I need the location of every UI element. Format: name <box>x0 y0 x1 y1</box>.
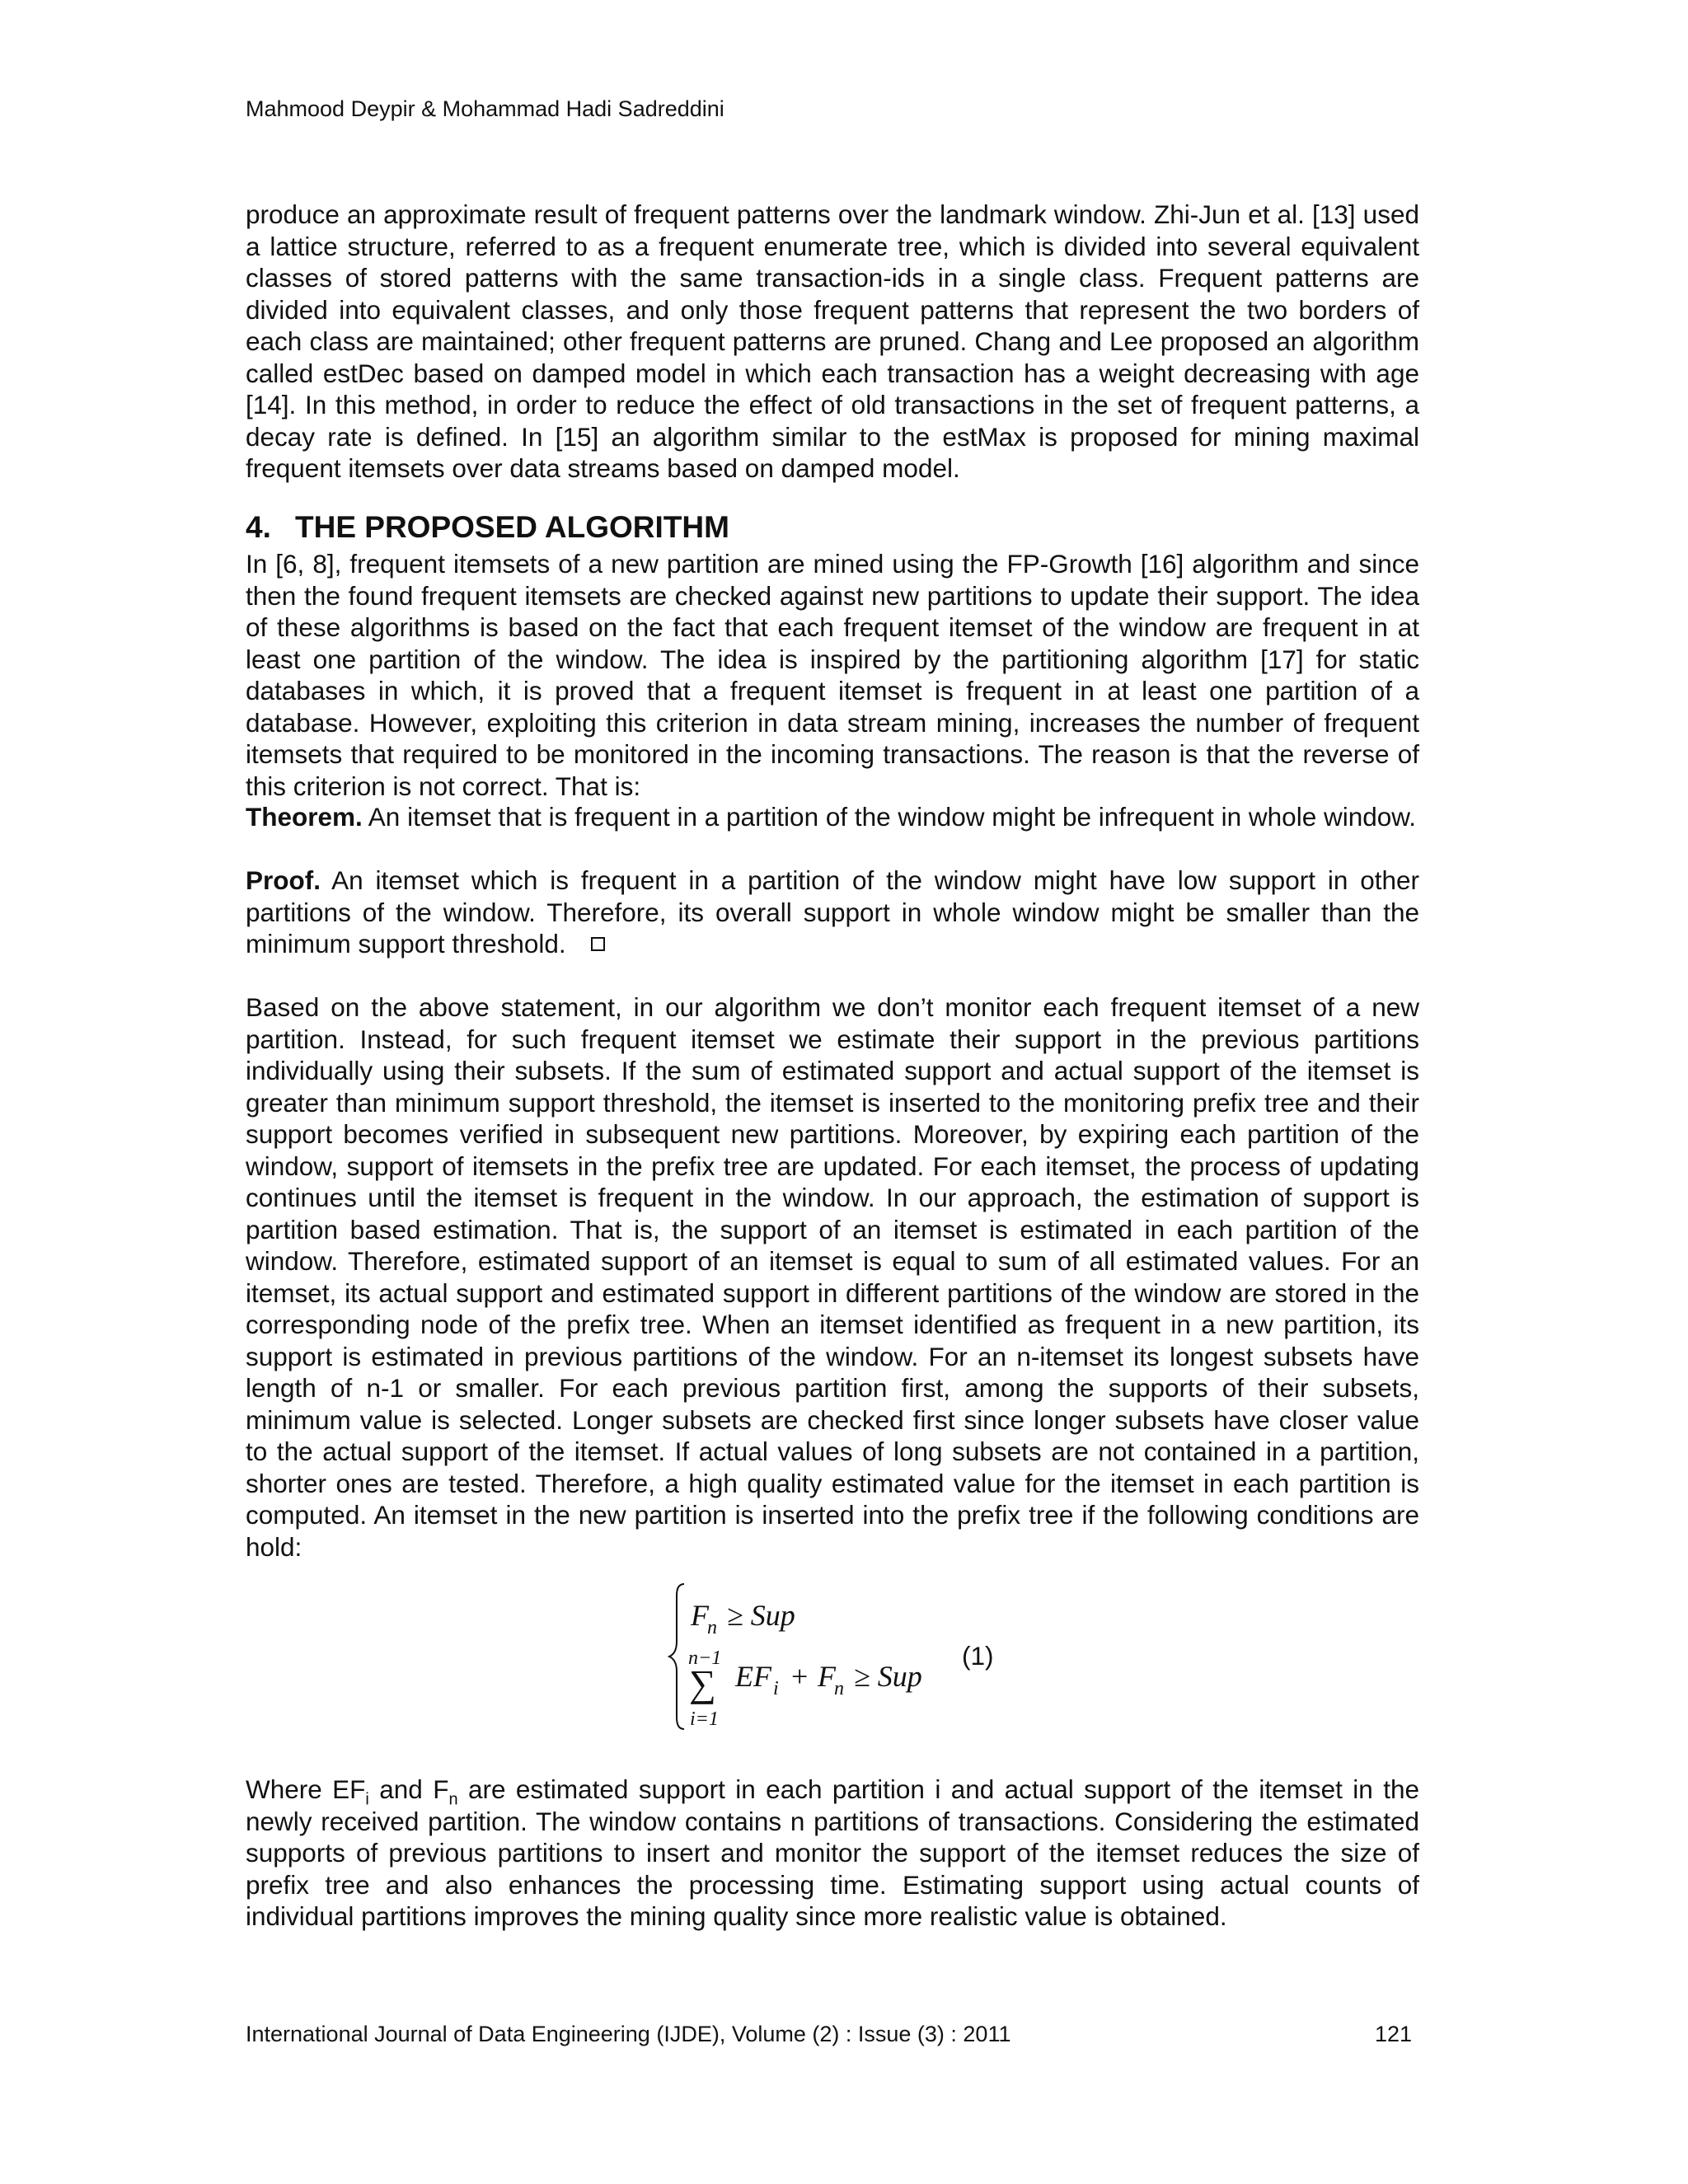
proof-label: Proof. <box>246 865 321 895</box>
where-text-a: Where EF <box>246 1774 366 1804</box>
theorem-text: An itemset that is frequent in a partition of the window might be infrequent in whole window. <box>362 802 1417 832</box>
eq-sum-lower: i=1 <box>690 1708 719 1730</box>
where-text-c: are estimated support in each partition i and actual support of the itemset in the newly received partition. The window contains n partitions of transactions. Considering the estimated supports of previous partitions to insert and monitor the support of the itemset reduces the size of prefix tree and also enhances the processing time. Estimating support using actual counts of individual partitions improves the mining quality since more realistic value is obtained. <box>246 1774 1419 1931</box>
footer-page-number: 121 <box>1375 2022 1413 2046</box>
eq-line1-sub: n <box>707 1617 717 1638</box>
paragraph-estimation-approach: Based on the above statement, in our algorithm we don’t monitor each frequent itemset of a new partition. Instead, for such frequent itemset we estimate their support in the previous partitions individually using their subsets. If the sum of estimated support and actual support of the itemset is greater than minimum support threshold, the itemset is inserted to the monitoring prefix tree and their support becomes verified in subsequent new partitions. Moreover, by expiring each partition of the window, support of itemsets in the prefix tree are updated. For each itemset, the process of updating continues until the itemset is frequent in the window. In our approach, the estimation of support is partition based estimation. That is, the support of an itemset is estimated in each partition of the window. Therefore, estimated support of an itemset is equal to sum of all estimated values. For an itemset, its actual support and estimated support in different partitions of the window are stored in the corresponding node of the prefix tree. When an itemset identified as frequent in a new partition, its support is estimated in previous partitions of the window. For an n-itemset its longest subsets have length of n-1 or smaller. For each previous partition first, among the supports of their subsets, minimum value is selected. Longer subsets are checked first since longer subsets have closer value to the actual support of the itemset. If actual values of long subsets are not contained in a partition, shorter ones are tested. Therefore, a high quality estimated value for the itemset in each partition is computed. An itemset in the new partition is inserted into the prefix tree if the following conditions are hold: <box>246 992 1419 1562</box>
left-brace <box>669 1584 684 1729</box>
where-sub-n: n <box>448 1790 458 1809</box>
where-text-b: and F <box>368 1774 449 1804</box>
qed-square-icon <box>591 937 605 951</box>
section-title: THE PROPOSED ALGORITHM <box>295 510 729 544</box>
paragraph-related-work: produce an approximate result of frequent patterns over the landmark window. Zhi-Jun et al. [13] used a lattice structure, referred to as a frequent enumerate tree, which is divided into several equivalent classes of stored patterns with the same transaction-ids in a single class. Frequent patterns are divided into equivalent classes, and only those frequent patterns that represent the two borders of each class are maintained; other frequent patterns are pruned. Chang and Lee proposed an algorithm called estDec based on damped model in which each transaction has a weight decreasing with age [14]. In this method, in order to reduce the effect of old transactions in the set of frequent patterns, a decay rate is defined. In [15] an algorithm similar to the estMax is proposed for mining maximal frequent itemsets over data streams based on damped model. <box>246 199 1419 483</box>
eq-line1-rel: ≥ Sup <box>727 1599 795 1632</box>
eq-rel2: ≥ Sup <box>854 1660 922 1693</box>
proof-paragraph <box>246 865 1419 960</box>
eq-term2: F <box>818 1660 836 1693</box>
section-number: 4. <box>246 510 271 544</box>
equation-number: (1) <box>962 1641 994 1671</box>
proof-text: An itemset which is frequent in a partition of the window might have low support in other partitions of the window. Therefore, its overall support in whole window might be smaller than the minimum support threshold. <box>246 865 1419 958</box>
eq-sum-upper: n−1 <box>688 1647 722 1669</box>
eq-term2-sub: n <box>834 1678 844 1699</box>
paragraph-where-definitions <box>246 1774 1419 1933</box>
footer-journal: International Journal of Data Engineering (IJDE), Volume (2) : Issue (3) : 2011 <box>246 2022 1011 2046</box>
eq-term1-sub: i <box>773 1678 779 1699</box>
eq-term1: EF <box>735 1660 771 1693</box>
paragraph-partition-mining: In [6, 8], frequent itemsets of a new partition are mined using the FP-Growth [16] algorithm and since then the found frequent itemsets are checked against new partitions to update their support. The idea of these algorithms is based on the fact that each frequent itemset of the window are frequent in at least one partition of the window. The idea is inspired by the partitioning algorithm [17] for static databases in which, it is proved that a frequent itemset is frequent in at least one partition of a database. However, exploiting this criterion in data stream mining, increases the number of frequent itemsets that required to be monitored in the incoming transactions. The reason is that the reverse of this criterion is not correct. That is: <box>246 549 1419 801</box>
section-heading <box>246 509 729 546</box>
where-sub-i: i <box>365 1790 369 1809</box>
eq-line1-var: F <box>691 1599 709 1632</box>
running-header-authors: Mahmood Deypir & Mohammad Hadi Sadreddini <box>246 96 724 121</box>
eq-sum-symbol: ∑ <box>689 1662 716 1704</box>
theorem-label: Theorem. <box>246 802 363 832</box>
eq-plus: + <box>791 1660 809 1693</box>
theorem-paragraph <box>246 801 1419 833</box>
